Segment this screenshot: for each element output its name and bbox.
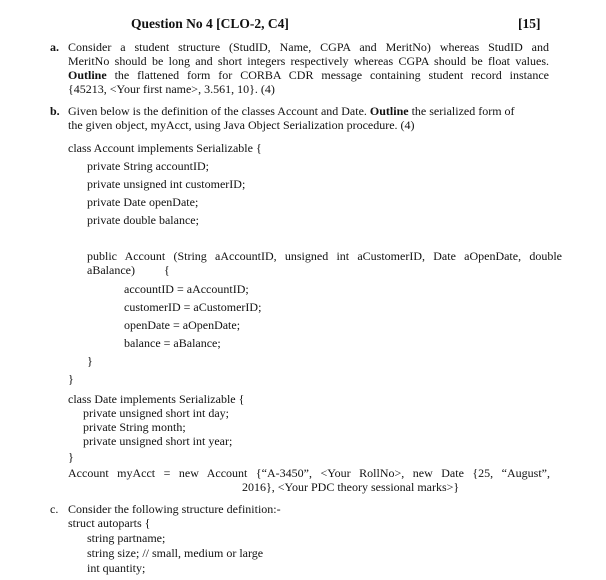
part-a-line-4: {45213, <Your first name>, 3.561, 10}. (4): [68, 82, 275, 96]
part-a-line-2: MeritNo should be long and short integers respectively whereas CGPA should be float values.: [68, 54, 549, 68]
code-field-customerid: private unsigned int customerID;: [87, 177, 246, 191]
code-myacct-line-1: Account myAcct = new Account {“A-3450”, <Your RollNo>, new Date {25, “August”,: [68, 466, 550, 480]
code-class-account: class Account implements Serializable {: [68, 141, 262, 155]
code-assign-balance: balance = aBalance;: [124, 336, 221, 350]
code-constructor-signature: public Account (String aAccountID, unsigned int aCustomerID, Date aOpenDate, double: [87, 249, 562, 263]
code-field-accountid: private String accountID;: [87, 159, 209, 173]
code-field-day: private unsigned short int day;: [83, 406, 229, 420]
code-date-close-brace: }: [68, 450, 74, 464]
part-c-label: c.: [50, 502, 59, 516]
part-b-line-1-post: the serialized form of: [408, 104, 515, 118]
code-constructor-close-brace: }: [87, 354, 93, 368]
code-field-quantity: int quantity;: [87, 561, 146, 575]
code-assign-customerid: customerID = aCustomerID;: [124, 300, 262, 314]
part-c-line-1: Consider the following structure definition:-: [68, 502, 281, 516]
code-field-size: string size; // small, medium or large: [87, 546, 264, 560]
code-field-balance: private double balance;: [87, 213, 199, 227]
code-struct-autoparts: struct autoparts {: [68, 516, 151, 530]
question-title: Question No 4 [CLO-2, C4]: [131, 16, 289, 31]
code-field-partname: string partname;: [87, 531, 166, 545]
code-assign-accountid: accountID = aAccountID;: [124, 282, 249, 296]
code-assign-opendate: openDate = aOpenDate;: [124, 318, 241, 332]
part-a-label: a.: [50, 40, 59, 54]
part-a-line-3: [68, 68, 549, 82]
code-field-year: private unsigned short int year;: [83, 434, 233, 448]
outline-keyword-b: Outline: [369, 104, 409, 118]
part-b-line-1-pre: Given below is the definition of the classes Account and Date.: [68, 104, 370, 118]
code-class-close-brace: }: [68, 372, 74, 386]
code-class-date: class Date implements Serializable {: [68, 392, 245, 406]
part-a-line-3-text: the flattened form for CORBA CDR message containing student record instance: [106, 68, 549, 82]
outline-keyword: Outline: [68, 68, 107, 82]
code-constructor-signature-cont: aBalance): [87, 263, 135, 277]
code-field-opendate: private Date openDate;: [87, 195, 199, 209]
part-b-line-2: the given object, myAcct, using Java Object Serialization procedure. (4): [68, 118, 415, 132]
part-a-line-1: Consider a student structure (StudID, Name, CGPA and MeritNo) whereas StudID and: [68, 40, 549, 54]
code-constructor-open-brace: {: [164, 263, 170, 277]
part-b-label: b.: [50, 104, 60, 118]
question-marks: [15]: [518, 16, 541, 31]
part-b-line-1: [68, 104, 515, 118]
code-myacct-line-2: 2016}, <Your PDC theory sessional marks>}: [242, 480, 460, 494]
code-field-month: private String month;: [83, 420, 186, 434]
